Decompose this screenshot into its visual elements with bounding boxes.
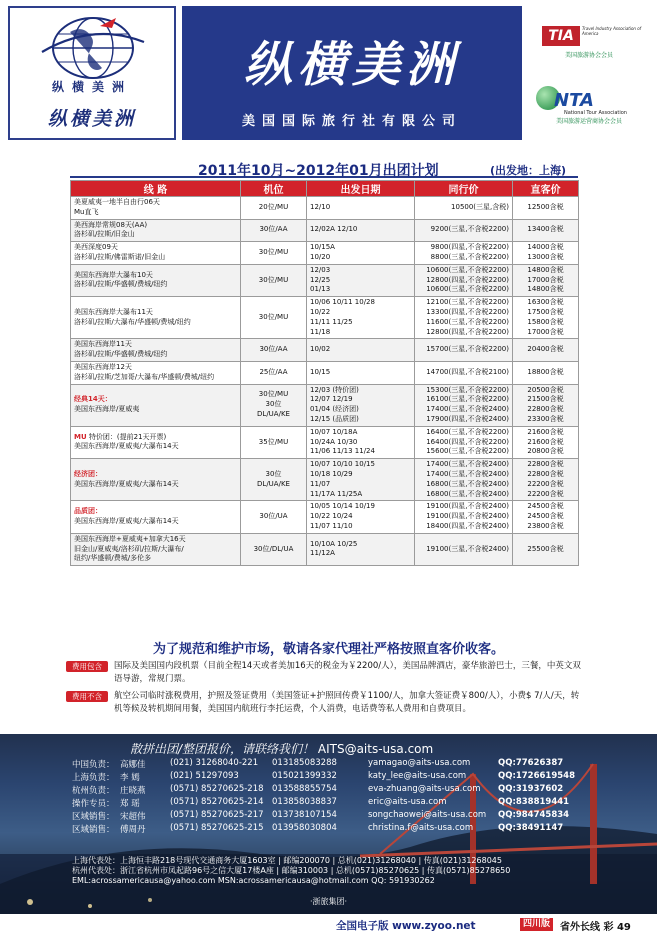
page-label: 省外长线 彩 49 bbox=[560, 922, 631, 933]
dates-cell bbox=[307, 501, 415, 533]
dates-cell-line: 10/07 10/18A bbox=[310, 427, 358, 436]
dates-cell bbox=[307, 533, 415, 565]
seat-cell-line: 20位/MU bbox=[258, 202, 289, 211]
table-row bbox=[71, 533, 579, 565]
seat-cell-line: 30位/AA bbox=[259, 345, 288, 354]
dates-cell-line: 12/10 bbox=[310, 202, 331, 211]
route-highlight: MU bbox=[74, 432, 87, 441]
dates-cell bbox=[307, 197, 415, 220]
dates-cell bbox=[307, 297, 415, 339]
dates-cell bbox=[307, 384, 415, 426]
dates-cell-line: 12/15 (品质团) bbox=[310, 414, 359, 423]
contact-mobile[interactable]: 015021399332 bbox=[272, 771, 337, 781]
header-route: 线 路 bbox=[71, 181, 241, 197]
direct-price-cell-line: 21600含税 bbox=[527, 427, 564, 436]
route-cell bbox=[71, 219, 241, 242]
contact-row bbox=[72, 758, 592, 771]
seat-cell bbox=[241, 219, 307, 242]
peer-price-cell-line: 19100(四星,不含税2400) bbox=[426, 512, 509, 521]
peer-price-cell bbox=[415, 339, 513, 362]
contact-name: 庄晓燕 bbox=[120, 786, 146, 796]
dates-cell-line: 12/07 12/19 bbox=[310, 395, 353, 404]
contact-phone[interactable]: (021) 31268040-221 bbox=[170, 758, 259, 768]
route-highlight-line bbox=[74, 395, 237, 405]
route-highlight-line bbox=[74, 470, 237, 480]
company-logo bbox=[8, 6, 176, 140]
direct-price-cell-line: 13400含税 bbox=[527, 225, 564, 234]
peer-price-cell-line: 17400(三星,不含税2400) bbox=[426, 460, 509, 469]
route-cell-line: 美国东西海岸+夏威夷+加拿大16天 bbox=[74, 534, 186, 543]
contact-mobile[interactable]: 013185083288 bbox=[272, 758, 337, 768]
seat-cell bbox=[241, 339, 307, 362]
contact-phone[interactable]: (0571) 85270625-215 bbox=[170, 823, 264, 833]
contact-list bbox=[72, 758, 592, 836]
peer-price-cell-line: 10500(三星,含税) bbox=[451, 202, 509, 211]
peer-price-cell-line: 18400(四星,不含税2400) bbox=[426, 521, 509, 530]
seat-cell-line: 30位 bbox=[265, 400, 282, 409]
direct-price-cell bbox=[513, 384, 579, 426]
table-row bbox=[71, 242, 579, 265]
route-cell-line: Mu直飞 bbox=[74, 207, 99, 216]
table-row bbox=[71, 501, 579, 533]
seat-cell bbox=[241, 197, 307, 220]
direct-price-cell-line: 23300含税 bbox=[527, 414, 564, 423]
peer-price-cell-line: 8800(三星,不含税2200) bbox=[430, 252, 509, 261]
route-cell-line: 美西海岸常规08天(AA) bbox=[74, 220, 148, 229]
office-hangzhou: 杭州代表处：浙江省杭州市凤起路96号之信大厦17楼A座 | 邮编310003 | 总机(0571)85270625 | 传真(0571)85278650 bbox=[72, 866, 511, 875]
contact-qq: QQ:77626387 bbox=[498, 758, 564, 768]
seat-cell bbox=[241, 459, 307, 501]
plan-title: 2011年10月~2012年01月出团计划 bbox=[198, 163, 439, 179]
dates-cell-line: 12/03 bbox=[310, 265, 331, 274]
dates-cell-line: 10/24A 10/30 bbox=[310, 437, 358, 446]
nta-text: National Tour Association bbox=[564, 110, 627, 116]
peer-price-cell-line: 16400(四星,不含税2200) bbox=[426, 437, 509, 446]
pricing-notice: 为了规范和维护市场，敬请各家代理社严格按照直客价收客。 bbox=[152, 642, 504, 657]
route-highlight: 经济团： bbox=[74, 469, 102, 478]
association-badges bbox=[524, 6, 649, 140]
peer-price-cell-line: 9200(三星,不含税2200) bbox=[430, 225, 509, 234]
contact-email-address[interactable]: christina.f@aits-usa.com bbox=[368, 823, 474, 833]
table-row bbox=[71, 459, 579, 501]
header-direct-price: 直客价 bbox=[513, 181, 579, 197]
contact-qq: QQ:38491147 bbox=[498, 823, 564, 833]
direct-price-cell-line: 17000含税 bbox=[527, 327, 564, 336]
seat-cell-line: 30位/MU bbox=[258, 248, 289, 257]
banner-subtitle: 美国国际旅行社有限公司 bbox=[241, 114, 462, 129]
banner-title: 纵横美洲 bbox=[243, 37, 460, 93]
contact-mobile[interactable]: 013738107154 bbox=[272, 810, 337, 820]
contact-role: 中国负责： bbox=[72, 760, 115, 770]
contact-phone[interactable]: (021) 51297093 bbox=[170, 771, 239, 781]
route-cell bbox=[71, 242, 241, 265]
direct-price-cell bbox=[513, 197, 579, 220]
seat-cell-line: DL/UA/KE bbox=[257, 410, 290, 419]
tour-schedule-table bbox=[70, 180, 579, 566]
contact-name: 李 嫣 bbox=[120, 773, 140, 783]
peer-price-cell-line: 14700(四星,不含税2100) bbox=[426, 367, 509, 376]
dates-cell-line: 11/12A bbox=[310, 549, 335, 558]
direct-price-cell-line: 17500含税 bbox=[527, 307, 564, 316]
route-cell-line: 美国东西海岸大瀑布10天 bbox=[74, 270, 153, 279]
seat-cell-line: 30位/AA bbox=[259, 225, 288, 234]
seat-cell-line: 30位/DL/UA bbox=[253, 544, 294, 553]
direct-price-cell-line: 22800含税 bbox=[527, 405, 564, 414]
direct-price-cell-line: 21500含税 bbox=[527, 395, 564, 404]
route-highlight-line bbox=[74, 507, 237, 517]
dates-cell bbox=[307, 339, 415, 362]
direct-price-cell-line: 17000含税 bbox=[527, 275, 564, 284]
direct-price-cell-line: 22200含税 bbox=[527, 479, 564, 488]
peer-price-cell bbox=[415, 459, 513, 501]
peer-price-cell-line: 16800(三星,不含税2400) bbox=[426, 489, 509, 498]
header bbox=[0, 0, 657, 148]
dates-cell-line: 10/02 bbox=[310, 345, 331, 354]
route-cell bbox=[71, 384, 241, 426]
direct-price-cell-line: 18800含税 bbox=[527, 367, 564, 376]
table-row bbox=[71, 197, 579, 220]
contact-headline-text: 散拼出团/整团报价，请联络我们！ bbox=[130, 742, 315, 756]
table-body bbox=[71, 197, 579, 566]
route-cell-line: 旧金山/夏威夷/洛杉矶/拉斯/大瀑布/ bbox=[74, 544, 184, 553]
edition-badge: 四川版 bbox=[520, 918, 553, 931]
route-cell-line: 洛杉矶/拉斯/大瀑布/华盛顿/费城/纽约 bbox=[74, 317, 191, 326]
direct-price-cell-line: 22800含税 bbox=[527, 460, 564, 469]
direct-price-cell bbox=[513, 264, 579, 296]
route-cell-line: 美国东西海岸11天 bbox=[74, 340, 132, 349]
direct-price-cell bbox=[513, 297, 579, 339]
route-cell-line: 纽约/华盛顿/费城/多伦多 bbox=[74, 554, 152, 563]
dates-cell-line: 11/18 bbox=[310, 327, 331, 336]
peer-price-cell-line: 10600(三星,不含税2200) bbox=[426, 265, 509, 274]
seat-cell-line: 30位/MU bbox=[258, 312, 289, 321]
dates-cell-line: 12/02A 12/10 bbox=[310, 225, 358, 234]
seat-cell bbox=[241, 501, 307, 533]
direct-price-cell-line: 22800含税 bbox=[527, 469, 564, 478]
contact-name: 郑 瑶 bbox=[120, 799, 140, 809]
dates-cell bbox=[307, 242, 415, 265]
route-highlight-rest: 特价团：(提前21天开票) bbox=[86, 432, 167, 441]
peer-price-cell-line: 10600(三星,不含税2200) bbox=[426, 285, 509, 294]
dates-cell-line: 10/22 10/24 bbox=[310, 512, 353, 521]
seat-cell bbox=[241, 426, 307, 458]
seat-cell bbox=[241, 242, 307, 265]
dates-cell-line: 11/07 bbox=[310, 479, 331, 488]
fee-included bbox=[66, 660, 586, 686]
contact-row bbox=[72, 810, 592, 823]
contact-row bbox=[72, 797, 592, 810]
peer-price-cell-line: 11600(三星,不含税2200) bbox=[426, 317, 509, 326]
seat-cell-line: DL/UA/KE bbox=[257, 479, 290, 488]
direct-price-cell-line: 14000含税 bbox=[527, 243, 564, 252]
fee-included-tag: 费用包含 bbox=[66, 661, 108, 672]
route-cell-line: 美国东西海岸/夏威夷/大瀑布14天 bbox=[74, 517, 179, 525]
seat-cell bbox=[241, 297, 307, 339]
contact-qq: QQ:1726619548 bbox=[498, 771, 575, 781]
table-row bbox=[71, 361, 579, 384]
peer-price-cell bbox=[415, 501, 513, 533]
direct-price-cell-line: 15800含税 bbox=[527, 317, 564, 326]
peer-price-cell bbox=[415, 361, 513, 384]
dates-cell-line: 10/10A 10/25 bbox=[310, 539, 358, 548]
table-row bbox=[71, 384, 579, 426]
route-cell bbox=[71, 533, 241, 565]
table-row bbox=[71, 264, 579, 296]
route-cell-line: 洛杉矶/拉斯/华盛顿/费城/纽约 bbox=[74, 350, 168, 359]
dates-cell-line: 12/25 bbox=[310, 275, 331, 284]
table-row bbox=[71, 339, 579, 362]
fee-excluded-tag: 费用不含 bbox=[66, 691, 108, 702]
dates-cell bbox=[307, 361, 415, 384]
direct-price-cell-line: 14800含税 bbox=[527, 285, 564, 294]
route-cell bbox=[71, 459, 241, 501]
direct-price-cell-line: 20500含税 bbox=[527, 385, 564, 394]
route-cell bbox=[71, 361, 241, 384]
nta-logo: NTA bbox=[554, 90, 594, 111]
fee-excluded bbox=[66, 690, 586, 716]
dates-cell bbox=[307, 264, 415, 296]
direct-price-cell-line: 23800含税 bbox=[527, 521, 564, 530]
fee-included-text: 国际及美国国内段机票（目前全程14天或者美加16天的税金为￥2200/人），美国品牌酒店，豪华旅游巴士，三餐，中英文双语导游，常规门票。 bbox=[114, 661, 581, 684]
peer-price-cell-line: 13300(四星,不含税2200) bbox=[426, 307, 509, 316]
contact-mobile[interactable]: 013588855754 bbox=[272, 784, 337, 794]
seat-cell-line: 25位/AA bbox=[259, 367, 288, 376]
seat-cell bbox=[241, 264, 307, 296]
route-cell bbox=[71, 197, 241, 220]
dates-cell-line: 11/07 11/10 bbox=[310, 521, 353, 530]
contact-name: 宋超伟 bbox=[120, 812, 146, 822]
route-cell-line: 美国东西海岸/夏威夷 bbox=[74, 405, 140, 414]
dates-cell-line: 10/05 10/14 10/19 bbox=[310, 502, 375, 511]
contact-role: 区域销售： bbox=[72, 825, 115, 835]
contact-role: 操作专员： bbox=[72, 799, 115, 809]
direct-price-cell-line: 24500含税 bbox=[527, 502, 564, 511]
title-banner bbox=[182, 6, 522, 140]
route-highlight: 经典14天： bbox=[74, 395, 112, 404]
direct-price-cell-line: 16300含税 bbox=[527, 298, 564, 307]
dates-cell-line: 10/20 bbox=[310, 252, 331, 261]
contact-mobile[interactable]: 013858038837 bbox=[272, 797, 337, 807]
table-row bbox=[71, 426, 579, 458]
peer-price-cell-line: 16800(三星,不含税2400) bbox=[426, 479, 509, 488]
seat-cell-line: 35位/MU bbox=[258, 437, 289, 446]
plan-title-bar bbox=[70, 160, 578, 178]
seat-cell bbox=[241, 533, 307, 565]
contact-role: 杭州负责： bbox=[72, 786, 115, 796]
departure-label: (出发地：上海) bbox=[489, 164, 566, 177]
contact-row bbox=[72, 771, 592, 784]
route-cell-line: 美国东西海岸/夏威夷/大瀑布14天 bbox=[74, 442, 179, 451]
dates-cell bbox=[307, 426, 415, 458]
contact-headline bbox=[130, 740, 433, 757]
dates-cell-line: 11/11 11/25 bbox=[310, 317, 353, 326]
peer-price-cell-line: 15300(三星,不含税2200) bbox=[426, 385, 509, 394]
direct-price-cell-line: 25500含税 bbox=[527, 544, 564, 553]
route-cell bbox=[71, 501, 241, 533]
route-cell bbox=[71, 297, 241, 339]
header-peer-price: 同行价 bbox=[415, 181, 513, 197]
peer-price-cell bbox=[415, 297, 513, 339]
seat-cell-line: 30位/MU bbox=[258, 275, 289, 284]
dates-cell-line: 10/22 bbox=[310, 307, 331, 316]
dates-cell-line: 01/13 bbox=[310, 285, 331, 294]
direct-price-cell bbox=[513, 339, 579, 362]
route-cell-line: 美国东西海岸/夏威夷/大瀑布14天 bbox=[74, 479, 179, 488]
contact-row bbox=[72, 784, 592, 797]
dates-cell-line: 10/06 10/11 10/28 bbox=[310, 298, 375, 307]
dates-cell-line: 01/04 (经济团) bbox=[310, 405, 359, 414]
contact-phone[interactable]: (0571) 85270625-214 bbox=[170, 797, 264, 807]
peer-price-cell-line: 12100(三星,不含税2200) bbox=[426, 298, 509, 307]
peer-price-cell-line: 16100(三星,不含税2200) bbox=[426, 395, 509, 404]
route-cell-line: 洛杉矶/拉斯/佛雷斯诺/旧金山 bbox=[74, 252, 166, 261]
contact-email-address[interactable]: eva-zhuang@aits-usa.com bbox=[368, 784, 481, 794]
contact-name: 高娜佳 bbox=[120, 760, 146, 770]
contact-qq: QQ:984745834 bbox=[498, 810, 570, 820]
seat-cell-line: 30位 bbox=[265, 469, 282, 478]
page-footer bbox=[0, 914, 657, 936]
route-highlight: 品质团： bbox=[74, 507, 102, 516]
dates-cell-line: 11/06 11/13 11/24 bbox=[310, 447, 375, 456]
direct-price-cell-line: 12500含税 bbox=[527, 202, 564, 211]
route-cell bbox=[71, 426, 241, 458]
tia-text: Travel Industry Association of America bbox=[582, 26, 642, 36]
peer-price-cell bbox=[415, 533, 513, 565]
seat-cell bbox=[241, 384, 307, 426]
dates-cell-line: 10/15A bbox=[310, 243, 335, 252]
peer-price-cell bbox=[415, 384, 513, 426]
peer-price-cell-line: 15600(三星,不含税2200) bbox=[426, 447, 509, 456]
direct-price-cell bbox=[513, 459, 579, 501]
seat-cell-line: 30位/UA bbox=[259, 512, 288, 521]
tia-logo: TIA bbox=[542, 26, 580, 46]
site-link[interactable]: 全国电子版 www.zyoo.net bbox=[336, 920, 476, 932]
contact-phone[interactable]: (0571) 85270625-218 bbox=[170, 784, 264, 794]
seat-cell bbox=[241, 361, 307, 384]
peer-price-cell-line: 15700(三星,不含税2200) bbox=[426, 345, 509, 354]
header-dates: 出发日期 bbox=[307, 181, 415, 197]
direct-price-cell bbox=[513, 533, 579, 565]
table-row bbox=[71, 297, 579, 339]
tia-member-label: 美国旅游协会会员 bbox=[564, 52, 613, 59]
peer-price-cell-line: 12800(四星,不含税2200) bbox=[426, 275, 509, 284]
contact-row bbox=[72, 823, 592, 836]
dates-cell-line: 10/15 bbox=[310, 367, 331, 376]
direct-price-cell-line: 21600含税 bbox=[527, 437, 564, 446]
direct-price-cell bbox=[513, 361, 579, 384]
dates-cell-line: 12/03 (特价团) bbox=[310, 385, 359, 394]
direct-price-cell bbox=[513, 426, 579, 458]
fee-excluded-text: 航空公司临时涨税费用，护照及签证费用（美国签证+护照回传费￥1100/人，加拿大签证费￥800/人），小费$ 7/人/天，转机等候及转机期间用餐，美国国内航班行李托运费，个人消费，电话费等私人费用和自费项目。 bbox=[114, 691, 580, 714]
contact-role: 区域销售： bbox=[72, 812, 115, 822]
seat-cell-line: 30位/MU bbox=[258, 390, 289, 399]
peer-price-cell-line: 16400(三星,不含税2200) bbox=[426, 427, 509, 436]
contact-name: 傅周丹 bbox=[120, 825, 146, 835]
header-seat: 机位 bbox=[241, 181, 307, 197]
contact-role: 上海负责： bbox=[72, 773, 115, 783]
direct-price-cell-line: 22200含税 bbox=[527, 489, 564, 498]
contact-qq: QQ:838819441 bbox=[498, 797, 570, 807]
nta-member-label: 美国旅游运营商协会会员 bbox=[555, 118, 622, 125]
office-shanghai: 上海代表处：上海恒丰路218号现代交通商务大厦1603室 | 邮编200070 | 总机(021)31268040 | 传真(021)31268045 bbox=[72, 856, 502, 865]
peer-price-cell-line: 9800(四星,不含税2200) bbox=[430, 243, 509, 252]
peer-price-cell-line: 17400(三星,不含税2400) bbox=[426, 405, 509, 414]
route-cell-line: 洛杉矶/拉斯/芝加哥/大瀑布/华盛顿/费城/纽约 bbox=[74, 372, 215, 381]
contact-email-address[interactable]: yamagao@aits-usa.com bbox=[368, 758, 471, 768]
peer-price-cell bbox=[415, 242, 513, 265]
contact-phone[interactable]: (0571) 85270625-217 bbox=[170, 810, 264, 820]
contact-email-address[interactable]: katy_lee@aits-usa.com bbox=[368, 771, 467, 781]
dates-cell bbox=[307, 459, 415, 501]
route-cell bbox=[71, 339, 241, 362]
direct-price-cell-line: 24500含税 bbox=[527, 512, 564, 521]
direct-price-cell-line: 20400含税 bbox=[527, 345, 564, 354]
peer-price-cell bbox=[415, 219, 513, 242]
contact-qq: QQ:31937602 bbox=[498, 784, 564, 794]
peer-price-cell bbox=[415, 264, 513, 296]
direct-price-cell-line: 20800含税 bbox=[527, 447, 564, 456]
logo-text-small: 纵横美洲 bbox=[51, 80, 132, 94]
peer-price-cell-line: 17400(三星,不含税2400) bbox=[426, 469, 509, 478]
direct-price-cell bbox=[513, 219, 579, 242]
contact-email-address[interactable]: eric@aits-usa.com bbox=[368, 797, 447, 807]
dates-cell-line: 10/18 10/29 bbox=[310, 469, 353, 478]
office-online: EML:acrossamericausa@yahoo.com MSN:acrossamericausa@hotmail.com QQ: 591930262 bbox=[72, 876, 435, 885]
dates-cell bbox=[307, 219, 415, 242]
route-cell bbox=[71, 264, 241, 296]
contact-email-address[interactable]: songchaowei@aits-usa.com bbox=[368, 810, 487, 820]
direct-price-cell-line: 13000含税 bbox=[527, 252, 564, 261]
table-header-row bbox=[71, 181, 579, 197]
peer-price-cell-line: 12800(四星,不含税2200) bbox=[426, 327, 509, 336]
route-cell-line: 洛杉矶/拉斯/旧金山 bbox=[74, 230, 135, 239]
route-cell-line: 美国东西海岸大瀑布11天 bbox=[74, 307, 153, 316]
peer-price-cell bbox=[415, 197, 513, 220]
peer-price-cell-line: 19100(四星,不含税2400) bbox=[426, 502, 509, 511]
peer-price-cell-line: 19100(三星,不含税2400) bbox=[426, 544, 509, 553]
peer-price-cell bbox=[415, 426, 513, 458]
route-cell-line: 美西深度09天 bbox=[74, 243, 118, 252]
table-row bbox=[71, 219, 579, 242]
contact-email[interactable]: AITS@aits-usa.com bbox=[317, 742, 434, 756]
route-cell-line: 美国东西海岸12天 bbox=[74, 362, 132, 371]
direct-price-cell bbox=[513, 242, 579, 265]
route-cell-line: 洛杉矶/拉斯/华盛顿/费城/纽约 bbox=[74, 280, 168, 289]
dates-cell-line: 10/07 10/10 10/15 bbox=[310, 460, 375, 469]
contact-mobile[interactable]: 013958030804 bbox=[272, 823, 337, 833]
peer-price-cell-line: 17900(四星,不含税2400) bbox=[426, 414, 509, 423]
direct-price-cell-line: 14800含税 bbox=[527, 265, 564, 274]
route-cell-line: 美夏威夷一地半自由行06天 bbox=[74, 198, 160, 206]
logo-text-large: 纵横美洲 bbox=[47, 108, 136, 130]
route-highlight-line bbox=[74, 433, 237, 443]
office-addresses bbox=[72, 856, 592, 886]
direct-price-cell bbox=[513, 501, 579, 533]
group-label: ·浙旅集团· bbox=[309, 897, 348, 906]
dates-cell-line: 11/17A 11/25A bbox=[310, 489, 363, 498]
